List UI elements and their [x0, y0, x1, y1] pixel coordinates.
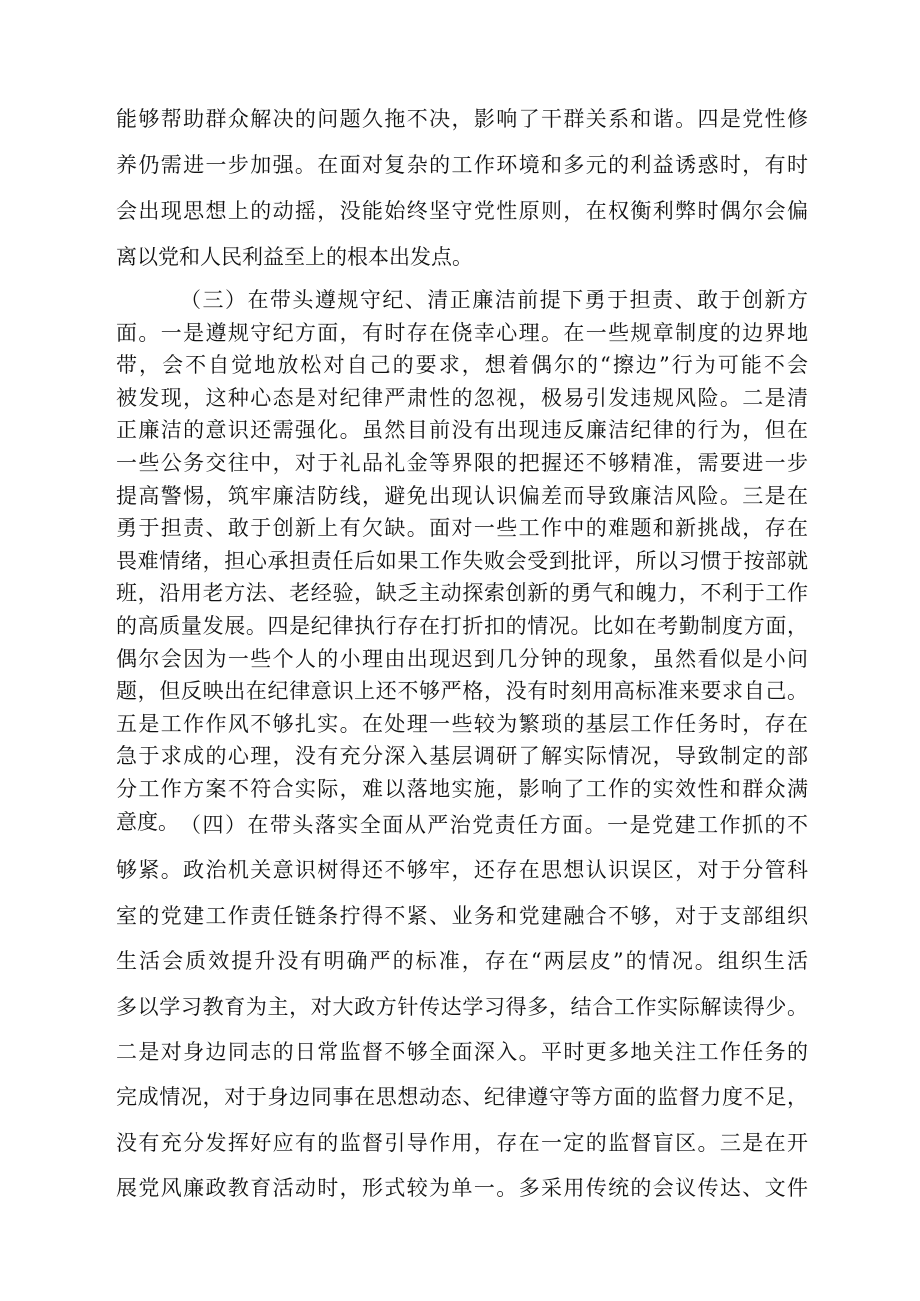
- text-line: 展党风廉政教育活动时，形式较为单一。多采用传统的会议传达、文件: [116, 1176, 808, 1201]
- text-line: 畏难情绪，担心承担责任后如果工作失败会受到批评，所以习惯于按部就: [116, 548, 808, 573]
- text-line: 班，沿用老方法、老经验，缺乏主动探索创新的勇气和魄力，不利于工作: [116, 581, 808, 606]
- text-line: 养仍需进一步加强。在面对复杂的工作环境和多元的利益诱惑时，有时: [116, 153, 808, 177]
- text-line: 题，但反映出在纪律意识上还不够严格，没有时刻用高标准来要求自己。: [116, 679, 808, 704]
- text-line: 没有充分发挥好应有的监督引导作用，存在一定的监督盲区。三是在开: [116, 1130, 808, 1155]
- text-line: 正廉洁的意识还需强化。虽然目前没有出现违反廉洁纪律的行为，但在: [116, 418, 808, 443]
- text-line: 五是工作作风不够扎实。在处理一些较为繁琐的基层工作任务时，存在: [116, 711, 808, 736]
- text-line: 意度。: [116, 809, 179, 834]
- paragraph-party-spirit: [116, 96, 808, 280]
- text-line: 够紧。政治机关意识树得还不够牢，还存在思想认识误区，对于分管科: [116, 858, 808, 883]
- text-line: （四）在带头落实全面从严治党责任方面。一是党建工作抓的不: [180, 813, 808, 837]
- text-line: 勇于担责、敢于创新上有欠缺。面对一些工作中的难题和新挑战，存在: [116, 516, 808, 541]
- text-line: 多以学习教育为主，对大政方针传达学习得多，结合工作实际解读得少。: [116, 994, 808, 1019]
- text-line: 能够帮助群众解决的问题久拖不决，影响了干群关系和谐。四是党性修: [116, 107, 808, 131]
- text-line: 面。一是遵规守纪方面，有时存在侥幸心理。在一些规章制度的边界地: [116, 320, 808, 345]
- text-line: 偶尔会因为一些个人的小理由出现迟到几分钟的现象，虽然看似是小问: [116, 646, 808, 671]
- text-line: 一些公务交往中，对于礼品礼金等界限的把握还不够精准，需要进一步: [116, 450, 808, 475]
- text-line: 的高质量发展。四是纪律执行存在打折扣的情况。比如在考勤制度方面，: [116, 613, 808, 638]
- text-line: 急于求成的心理，没有充分深入基层调研了解实际情况，导致制定的部: [116, 744, 808, 769]
- text-line: 完成情况，对于身边同事在思想动态、纪律遵守等方面的监督力度不足，: [116, 1085, 808, 1110]
- text-line: 被发现，这种心态是对纪律严肃性的忽视，极易引发违规风险。二是清: [116, 385, 808, 410]
- text-line: 离以党和人民利益至上的根本出发点。: [116, 245, 473, 269]
- text-line: 会出现思想上的动摇，没能始终坚守党性原则，在权衡利弊时偶尔会偏: [116, 199, 808, 223]
- text-line: 生活会质效提升没有明确严的标准，存在“两层皮”的情况。组织生活: [116, 949, 808, 974]
- paragraph-party-governance: [116, 803, 808, 1212]
- text-line: 室的党建工作责任链条拧得不紧、业务和党建融合不够，对于支部组织: [116, 903, 808, 928]
- text-line: （三）在带头遵规守纪、清正廉洁前提下勇于担责、敢于创新方: [180, 288, 808, 312]
- text-line: 提高警惕，筑牢廉洁防线，避免出现认识偏差而导致廉洁风险。三是在: [116, 483, 808, 508]
- text-line: 二是对身边同志的日常监督不够全面深入。平时更多地关注工作任务的: [116, 1039, 808, 1064]
- text-line: 带，会不自觉地放松对自己的要求，想着偶尔的“擦边”行为可能不会: [116, 353, 808, 378]
- text-line: 分工作方案不符合实际，难以落地实施，影响了工作的实效性和群众满: [116, 776, 808, 801]
- paragraph-discipline-integrity: [116, 284, 808, 838]
